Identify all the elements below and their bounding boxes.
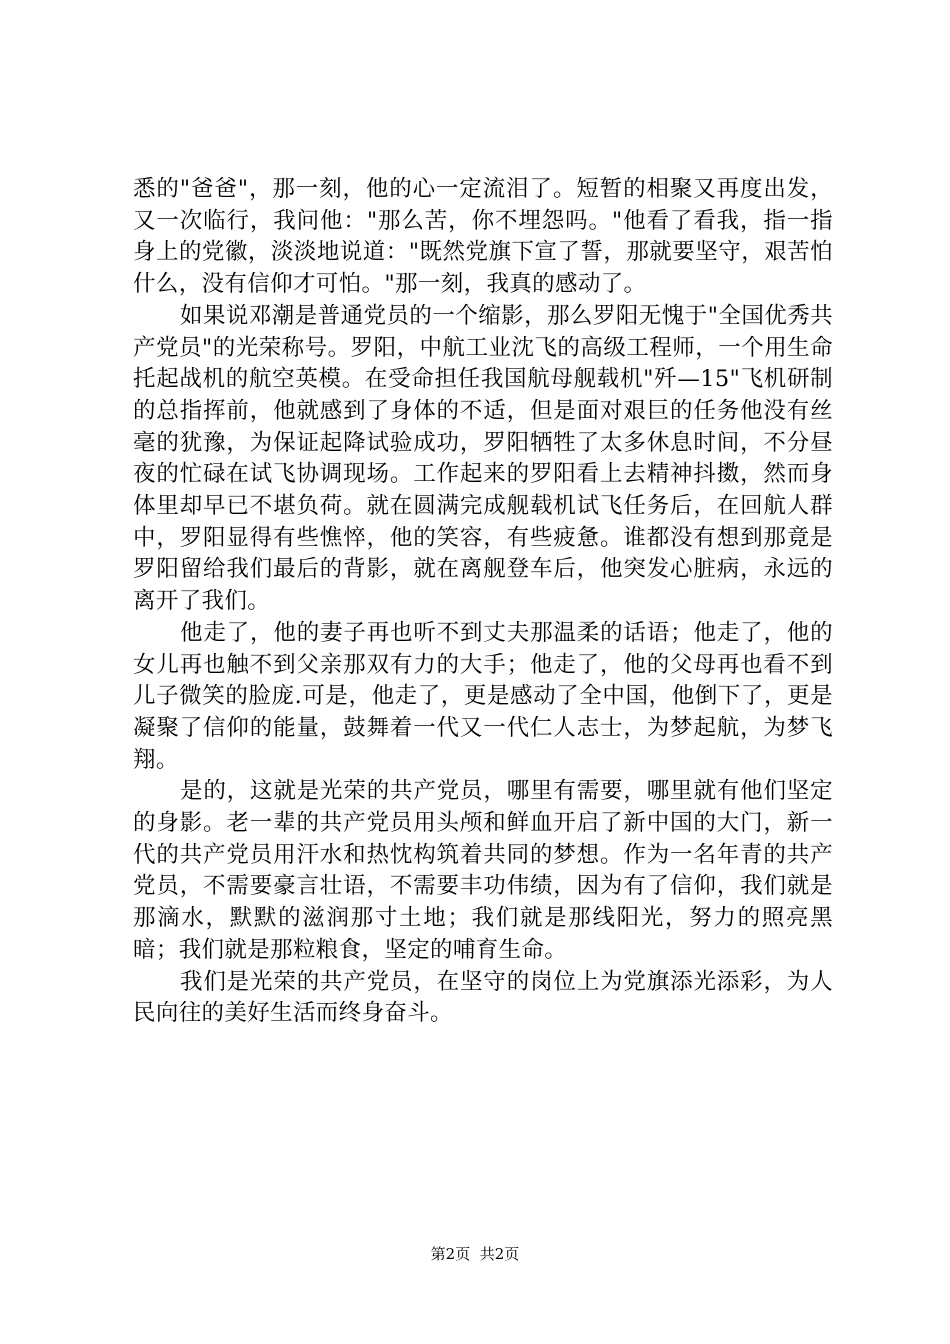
page-footer xyxy=(0,1244,950,1264)
document-body xyxy=(133,174,833,1030)
paragraph-luo-yang: 如果说邓潮是普通党员的一个缩影，那么罗阳无愧于"全国优秀共产党员"的光荣称号。罗阳，中航工业沈飞的高级工程师，一个用生命托起战机的航空英模。在受命担任我国航母舰载机"歼—15"飞机研制的总指挥前，他就感到了身体的不适，但是面对艰巨的任务他没有丝毫的犹豫，为保证起降试验成功，罗阳牺牲了太多休息时间，不分昼夜的忙碌在试飞协调现场。工作起来的罗阳看上去精神抖擞，然而身体里却早已不堪负荷。就在圆满完成舰载机试飞任务后，在回航人群中，罗阳显得有些憔悴，他的笑容，有些疲惫。谁都没有想到那竟是罗阳留给我们最后的背影，就在离舰登车后，他突发心脏病，永远的离开了我们。 xyxy=(133,302,833,615)
paragraph-closing: 我们是光荣的共产党员，在坚守的岗位上为党旗添光添彩，为人民向往的美好生活而终身奋斗。 xyxy=(133,968,833,1027)
page-total: 共2页 xyxy=(479,1245,520,1263)
page-number: 第2页 xyxy=(430,1245,471,1263)
paragraph-party-members: 是的，这就是光荣的共产党员，哪里有需要，哪里就有他们坚定的身影。老一辈的共产党员用头颅和鲜血开启了新中国的大门，新一代的共产党员用汗水和热忱构筑着共同的梦想。作为一名年青的共产党员，不需要豪言壮语，不需要丰功伟绩，因为有了信仰，我们就是那滴水，默默的滋润那寸土地；我们就是那线阳光，努力的照亮黑暗；我们就是那粒粮食，坚定的哺育生命。 xyxy=(133,778,833,963)
paragraph-he-left: 他走了，他的妻子再也听不到丈夫那温柔的话语；他走了，他的女儿再也触不到父亲那双有力的大手；他走了，他的父母再也看不到儿子微笑的脸庞.可是，他走了，更是感动了全中国，他倒下了，更是凝聚了信仰的能量，鼓舞着一代又一代仁人志士，为梦起航，为梦飞翔。 xyxy=(133,619,833,773)
paragraph-continuation: 悉的"爸爸"，那一刻，他的心一定流泪了。短暂的相聚又再度出发，又一次临行，我问他："那么苦，你不埋怨吗。"他看了看我，指一指身上的党徽，淡淡地说道："既然党旗下宣了誓，那就要坚守，艰苦怕什么，没有信仰才可怕。"那一刻，我真的感动了。 xyxy=(133,176,833,298)
